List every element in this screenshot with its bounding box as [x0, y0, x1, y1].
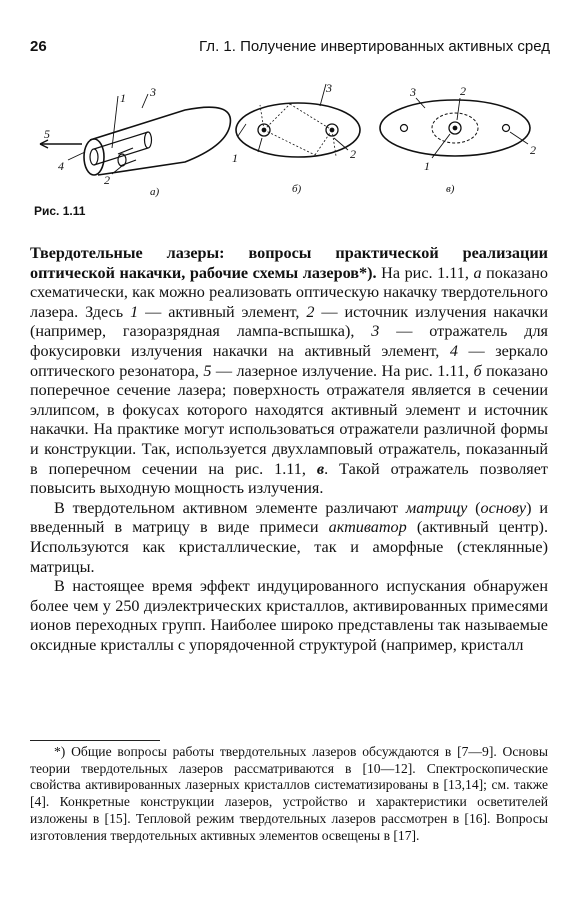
- panel-a-letter: а): [150, 186, 160, 198]
- page-number: 26: [30, 38, 47, 55]
- paragraph-1-segment: — активный элемент,: [138, 302, 307, 321]
- paragraph-2-segment: активатор: [328, 518, 407, 537]
- paragraph-1-segment: — зеркало оптического резонатора,: [30, 341, 548, 380]
- paragraph-1-segment: — источник излучения накачки (например, газоразрядная лампа-вспышка),: [30, 302, 548, 341]
- footnote-rule: [30, 740, 160, 741]
- callout-a-2: 2: [104, 173, 110, 187]
- footnote: *) Общие вопросы работы твердотельных лазеров обсуждаются в [7—9]. Основы теории твердотельных лазеров рассматриваются в [10—12]. Спектроскопические свойства активированных лазерных кристаллов систематизированы в [13,14]; см. также [4]. Конкретные конструкции лазеров, устройство и характеристики осветителей изложены в [15]. Тепловой режим твердотельных лазеров рассмотрен в [16]. Вопросы изготовления твердотельных активных элементов освещены в [17].: [30, 744, 548, 843]
- paragraph-2: [30, 499, 548, 577]
- callout-c-1: 1: [424, 159, 430, 173]
- paragraph-1-segment: 5: [203, 361, 212, 380]
- callout-a-4: 4: [58, 159, 64, 173]
- paragraph-3: В настоящее время эффект индуцированного испускания обнаружен более чем у 250 диэлектрических кристаллов, активированных примесями ионов переходных групп. Наиболее широко представлены так называемые оксидные кристаллы с упорядоченной структурой (например, кристалл: [30, 577, 548, 654]
- callout-b-2: 2: [350, 147, 356, 161]
- paragraph-2-segment: ) и введенный в матрицу в виде примеси: [30, 498, 548, 537]
- callout-b-3: 3: [326, 81, 332, 95]
- paragraph-1-segment: — лазерное излучение. На рис. 1.11,: [211, 361, 474, 380]
- paragraph-1-segment: 1: [130, 302, 139, 321]
- callout-a-3: 3: [150, 85, 156, 99]
- page-header: [30, 38, 550, 60]
- section-lead: Твердотельные лазеры: вопросы практической реализации оптической накачки, рабочие схемы лазеров*).: [30, 244, 548, 282]
- paragraph-1-segment: показано схематически, как можно реализовать оптическую накачку твердотельного лазера. Здесь: [30, 263, 549, 321]
- panel-c-drawing: [380, 98, 530, 158]
- callout-a-5: 5: [44, 127, 50, 141]
- paragraph-1-text: [30, 264, 548, 498]
- paragraph-1-segment: показано поперечное сечение лазера; поверхность отражателя является в сечении эллипсом, в фокусах которого находятся активный элемент и источник накачки. На практике могут использоваться отражатели различной формы и конструкции. Так, используется двухламповый отражатель, показанный в поперечном сечении на рис. 1.11,: [30, 361, 548, 478]
- paragraph-1-segment: — отражатель для фокусировки излучения накачки на активный элемент,: [30, 322, 548, 360]
- callout-c-2-top: 2: [460, 84, 466, 98]
- paragraph-1-segment: На рис. 1.11,: [376, 263, 474, 282]
- paragraph-2-segment: В твердотельном активном элементе различают: [54, 498, 406, 517]
- panel-b-letter: б): [292, 183, 302, 195]
- paragraph-2-segment: матрицу: [405, 498, 468, 517]
- body-text: [30, 244, 548, 655]
- paragraph-1-segment: б: [473, 361, 482, 380]
- paragraph-2-segment: (: [467, 498, 481, 517]
- paragraph-2-segment: основу: [480, 498, 527, 517]
- figure-1-11: [30, 80, 550, 205]
- paragraph-1-segment: а: [473, 263, 482, 282]
- paragraph-1-segment: в: [316, 459, 325, 478]
- callout-c-3: 3: [410, 85, 416, 99]
- paragraph-1-segment: 2: [306, 302, 315, 321]
- panel-b-drawing: [236, 84, 360, 157]
- paragraph-1-segment: 4: [449, 341, 458, 360]
- figure-drawing: [30, 80, 550, 205]
- running-title: Гл. 1. Получение инвертированных активных сред: [199, 38, 550, 55]
- paragraph-1-segment: 3: [371, 322, 380, 341]
- panel-a-drawing: [40, 94, 230, 175]
- paragraph-1: [30, 244, 548, 499]
- callout-c-2-right: 2: [530, 143, 536, 157]
- panel-c-letter: в): [446, 183, 455, 195]
- figure-caption: Рис. 1.11: [34, 204, 86, 218]
- paragraph-2-segment: (активный центр). Используются как кристаллические, так и аморфные (стеклянные) матрицы.: [30, 518, 548, 576]
- callout-b-1: 1: [232, 151, 238, 165]
- paragraph-1-segment: . Такой отражатель позволяет повысить выходную мощность излучения.: [30, 459, 549, 498]
- callout-a-1: 1: [120, 91, 126, 105]
